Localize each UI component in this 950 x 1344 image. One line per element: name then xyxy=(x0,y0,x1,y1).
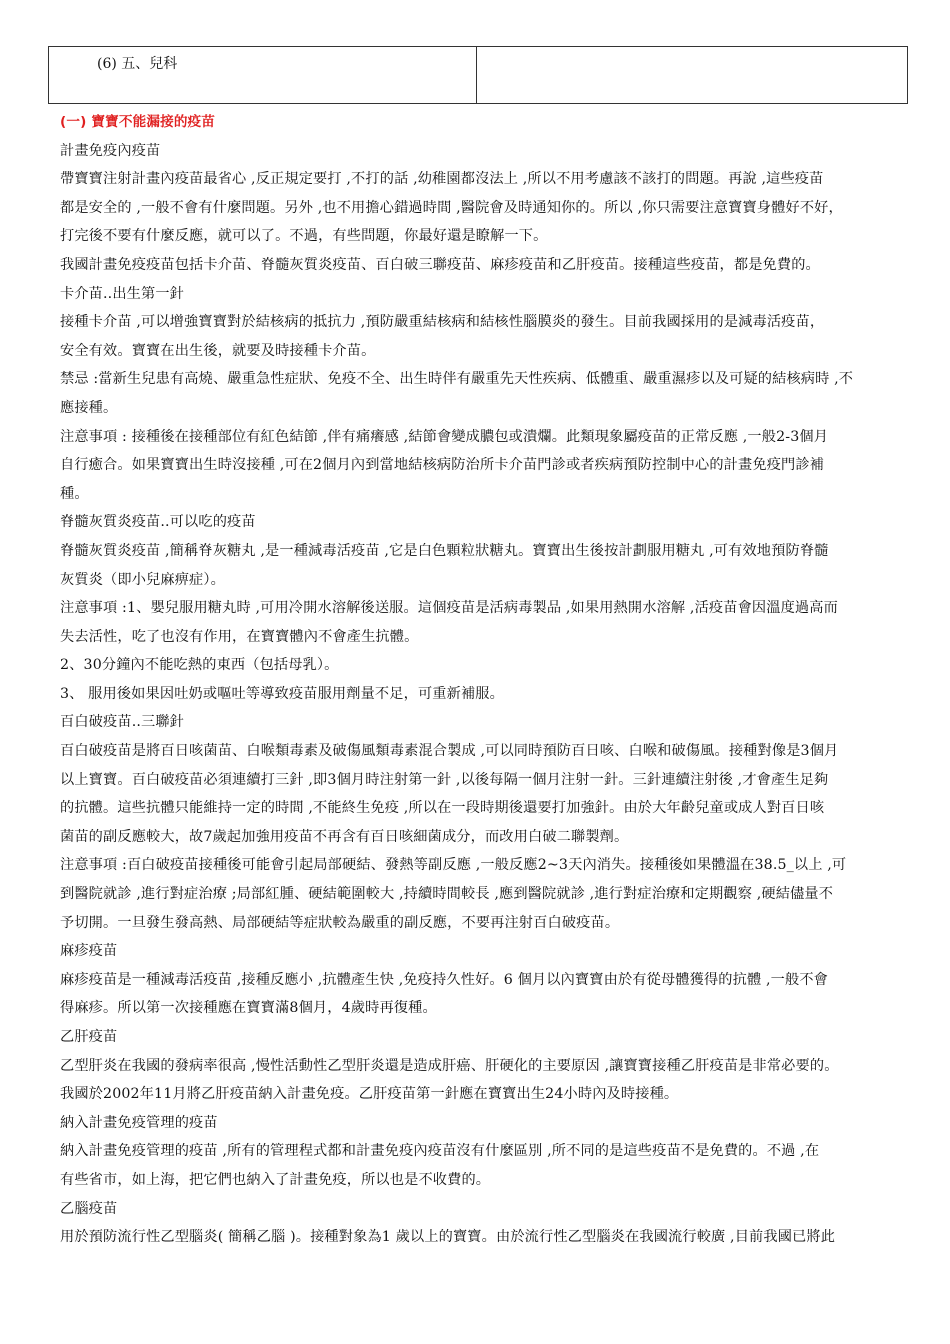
text-line: 百白破疫苗是將百日咳菌苗、白喉類毒素及破傷風類毒素混合製成 ,可以同時預防百日咳、白喉和破傷風。接種對像是3個月 xyxy=(60,743,839,760)
text-line: 禁忌 :當新生兒患有高燒、嚴重急性症狀、免疫不全、出生時伴有嚴重先天性疾病、低體重、嚴重濕疹以及可疑的結核病時 ,不 xyxy=(60,371,854,388)
text-line: 菌苗的副反應較大，故7歲起加強用疫苗不再含有百日咳細菌成分，而改用白破二聯製劑。 xyxy=(60,828,629,845)
text-line: 我國於2002年11月將乙肝疫苗納入計畫免疫。乙肝疫苗第一針應在寶寶出生24小時內及時接種。 xyxy=(60,1086,679,1103)
text-line: 乙腦疫苗 xyxy=(60,1200,118,1217)
text-line: 注意事項 :百白破疫苗接種後可能會引起局部硬結、發熱等副反應 ,一般反應2~3天內消失。接種後如果體溫在38.5_以上 ,可 xyxy=(60,857,847,874)
text-line: 得麻疹。所以第一次接種應在寶寶滿8個月，4歲時再復種。 xyxy=(60,1000,437,1017)
text-line: 2、30分鐘內不能吃熱的東西（包括母乳）。 xyxy=(60,657,339,674)
text-line: 打完後不要有什麼反應，就可以了。不過，有些問題，你最好還是瞭解一下。 xyxy=(60,228,548,245)
text-line: 百白破疫苗..三聯針 xyxy=(60,714,185,731)
header-table xyxy=(48,46,908,104)
text-line: 應接種。 xyxy=(60,399,118,416)
section-heading: (一) 寶寶不能漏接的疫苗 xyxy=(60,114,216,130)
text-line: 注意事項 :1、嬰兒服用糖丸時 ,可用冷開水溶解後送服。這個疫苗是活病毒製品 ,如果用熱開水溶解 ,活疫苗會因溫度過高而 xyxy=(60,600,838,617)
text-line: 脊髓灰質炎疫苗 ,簡稱脊灰糖丸 ,是一種減毒活疫苗 ,它是白色顆粒狀糖丸。寶寶出生後按計劃服用糖丸 ,可有效地預防脊髓 xyxy=(60,542,829,559)
text-line: 乙型肝炎在我國的發病率很高 ,慢性活動性乙型肝炎還是造成肝癌、肝硬化的主要原因 ,讓寶寶接種乙肝疫苗是非常必要的。 xyxy=(60,1057,839,1074)
text-line: 自行癒合。如果寶寶出生時沒接種 ,可在2個月內到當地結核病防治所卡介苗門診或者疾病預防控制中心的計畫免疫門診補 xyxy=(60,457,825,474)
text-line: 麻疹疫苗是一種減毒活疫苗 ,接種反應小 ,抗體產生快 ,免疫持久性好。6 個月以內寶寶由於有從母體獲得的抗體 ,一般不會 xyxy=(60,971,828,988)
text-line: 的抗體。這些抗體只能維持一定的時間 ,不能終生免疫 ,所以在一段時期後還要打加強針。由於大年齡兒童或成人對百日咳 xyxy=(60,800,825,817)
text-line: 納入計畫免疫管理的疫苗 xyxy=(60,1114,218,1131)
text-line: 失去活性，吃了也沒有作用，在寶寶體內不會產生抗體。 xyxy=(60,628,419,645)
text-line: 種。 xyxy=(60,485,89,502)
text-line: 帶寶寶注射計畫內疫苗最省心 ,反正規定要打 ,不打的話 ,幼稚園都沒法上 ,所以不用考慮該不該打的問題。再說 ,這些疫苗 xyxy=(60,171,824,188)
text-line: 我國計畫免疫疫苗包括卡介苗、脊髓灰質炎疫苗、百白破三聯疫苗、麻疹疫苗和乙肝疫苗。接種這些疫苗，都是免費的。 xyxy=(60,256,820,273)
text-line: 麻疹疫苗 xyxy=(60,943,118,960)
text-line: 3、 服用後如果因吐奶或嘔吐等導致疫苗服用劑量不足，可重新補服。 xyxy=(60,685,504,702)
text-line: 脊髓灰質炎疫苗..可以吃的疫苗 xyxy=(60,514,256,531)
text-line: 以上寶寶。百白破疫苗必須連續打三針 ,即3個月時注射第一針 ,以後每隔一個月注射一針。三針連續注射後 ,才會產生足夠 xyxy=(60,771,829,788)
text-line: 卡介苗..出生第一針 xyxy=(60,285,185,302)
text-line: 接種卡介苗 ,可以增強寶寶對於結核病的抵抗力 ,預防嚴重結核病和結核性腦膜炎的發生。目前我國採用的是減毒活疫苗， xyxy=(60,314,825,331)
paragraph-lines xyxy=(60,137,915,1252)
text-line: 有些省市，如上海，把它們也納入了計畫免疫，所以也是不收費的。 xyxy=(60,1171,491,1188)
text-line: 都是安全的 ,一般不會有什麼問題。另外 ,也不用擔心錯過時間 ,醫院會及時通知你的。所以 ,你只需要注意寶寶身體好不好， xyxy=(60,199,843,216)
text-line: 納入計畫免疫管理的疫苗 ,所有的管理程式都和計畫免疫內疫苗沒有什麼區別 ,所不同的是這些疫苗不是免費的。不過 ,在 xyxy=(60,1143,820,1160)
table-cell-left xyxy=(49,47,477,103)
document-body xyxy=(60,108,915,1252)
text-line: 乙肝疫苗 xyxy=(60,1029,118,1045)
text-line: 注意事項 : 接種後在接種部位有紅色結節 ,伴有痛癢感 ,結節會變成膿包或潰爛。此類現象屬疫苗的正常反應 ,一般2-3個月 xyxy=(60,428,829,445)
text-line: 用於預防流行性乙型腦炎( 簡稱乙腦 )。接種對象為1 歲以上的寶寶。由於流行性乙型腦炎在我國流行較廣 ,目前我國已將此 xyxy=(60,1229,836,1246)
table-cell-right xyxy=(477,47,907,103)
section-number-text: (6) 五、兒科 xyxy=(97,56,178,72)
text-line: 到醫院就診 ,進行對症治療 ;局部紅腫、硬結範圍較大 ,持續時間較長 ,應到醫院就診 ,進行對症治療和定期觀察 ,硬結儘量不 xyxy=(60,886,834,903)
text-line: 予切開。一旦發生發高熱、局部硬結等症狀較為嚴重的副反應，不要再注射百白破疫苗。 xyxy=(60,914,620,931)
text-line: 安全有效。寶寶在出生後，就要及時接種卡介苗。 xyxy=(60,342,376,359)
text-line: 灰質炎（即小兒麻痹症）。 xyxy=(60,571,225,588)
text-line: 計畫免疫內疫苗 xyxy=(60,142,161,159)
